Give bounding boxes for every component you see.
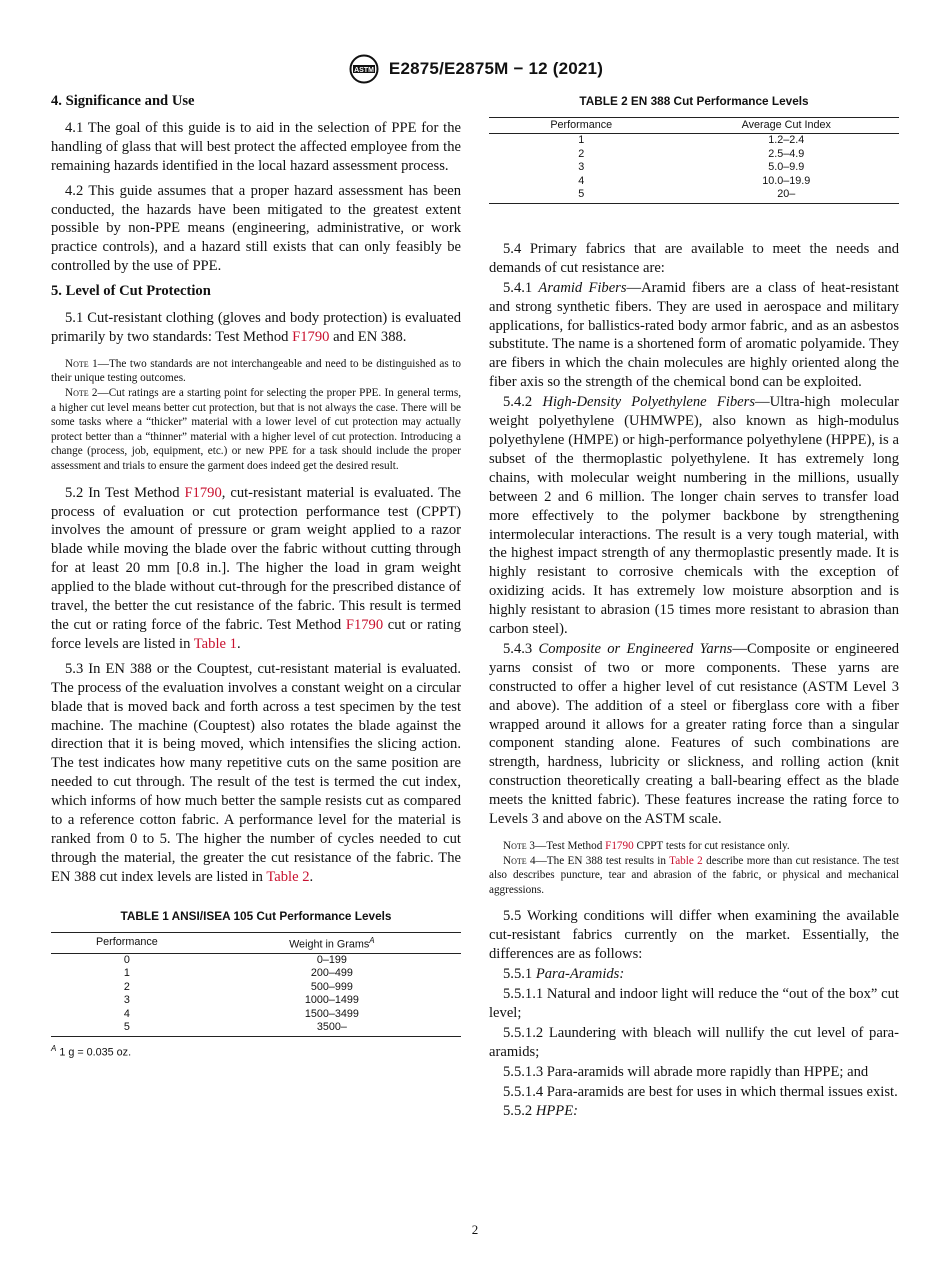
table-row: 3 1000–1499 xyxy=(123,994,359,1007)
f1790-link[interactable]: F1790 xyxy=(184,484,222,501)
table-2-grid xyxy=(489,117,899,204)
paragraph-5-3: 5.3 In EN 388 or the Couptest, cut-resistant material is evaluated. The process of the evaluation involves a constant weight on a circular blade that is moved back and forth across a test specimen by the test machine. The machine (Couptest) also rotates the blade against the direction that it is being moved, which intensifies the slicing action. The test indicates how many repetitive cuts on the same position are needed to cut through. The result of the test is termed the cut index, which informs of how much better the sample resists cut as compared to a reference cotton fabric. A performance level for the material is ranked from 0 to 5. The higher the number of cycles needed to cut through the material, the greater the cut resistance of the fabric. The EN 388 cut index levels are listed in Table 2. xyxy=(51,660,461,885)
page-header xyxy=(0,54,950,89)
paragraph-5-4-2: 5.4.2 High-Density Polyethylene Fibers—Ultra-high molecular weight polyethylene (UHMWPE), also known as high-modulus polyethylene (HMPE) or high-performance polyethylene (HPPE), is a subset of the thermoplastic polyethylene. It has extremely long chains, with molecular weight numbering in the millions, usually between 2 and 6 million. The longer chain serves to transfer load more effectively to the polymer backbone by strengthening intermolecular interactions. The result is a very tough material, with the highest impact strength of any thermoplastic presently made. It is highly resistant to corrosive chemicals with the exception of oxidizing acids. It has extremely low moisture absorption and is highly resistant to abrasion (15 times more resistant to abrasion than carbon steel). xyxy=(489,394,899,638)
paragraph-5-4-3: 5.4.3 Composite or Engineered Yarns—Composite or engineered yarns consist of two or more components. These yarns are constructed to offer a higher level of cut resistance (ASTM Level 3 and above). The addition of a steel or fiberglass core with a fiber wrapped around it allows for a greater rating force than a singular component standing alone. Features of such combinations are strength, hardness, lubricity or slickness, and rolling action (knit construction theoretically creating a ball-bearing effect as the blade meets the knitted fabric). These features increase the rating force to Levels 3 and above on the ASTM scale. xyxy=(489,640,899,828)
table-row: 2 500–999 xyxy=(123,980,353,993)
paragraph-5-5-1-3: 5.5.1.3 Para-aramids will abrade more rapidly than HPPE; and xyxy=(503,1063,869,1080)
paragraph-4-2: 4.2 This guide assumes that a proper hazard assessment has been conducted, the hazards have been mitigated to the greatest extent possible by non-PPE means (engineering, administrative, or work practice controls), and a hazard still exists that can only feasibly be controlled by the use of PPE. xyxy=(51,182,461,275)
table-row: 3 5.0–9.9 xyxy=(578,161,805,174)
f1790-link[interactable]: F1790 xyxy=(345,616,384,633)
table-2-link[interactable]: Table 2 xyxy=(266,868,310,885)
paragraph-5-2: 5.2 In Test Method F1790, cut-resistant material is evaluated. The process of evaluation or cut protection performance test (CPPT) involves the amount of pressure or gram weight applied to a razor blade while moving the blade over the fabric without cutting through for at least 20 mm [0.8 in.]. The higher the load in gram weight applied to the blade without cut-through for the prescribed distance of travel, the better the cut resistance of the fabric. This result is termed the cut or rating force of the fabric. Test Method F1790 cut or rating force levels are listed in Table 1. xyxy=(51,484,461,652)
right-column xyxy=(489,92,899,1122)
svg-text:ASTM: ASTM xyxy=(354,67,374,74)
paragraph-5-1: 5.1 Cut-resistant clothing (gloves and body protection) is evaluated primarily by two standards: Test Method F1790 and EN 388. xyxy=(51,310,461,345)
table-2-header-cut-index: Average Cut Index xyxy=(674,117,900,134)
paragraph-5-5-1-2: 5.5.1.2 Laundering with bleach will nullify the cut level of para-aramids; xyxy=(489,1024,899,1060)
table-1-header-weight: Weight in Grams$^A$ xyxy=(203,932,461,953)
note-3: Note 3—Test Method F1790 CPPT tests for cut resistance only. xyxy=(503,840,790,852)
table-1-link[interactable]: Table 1 xyxy=(193,635,237,652)
note-4: Note 4—The EN 388 test results in Table 2 describe more than cut resistance. The test also describes puncture, tear and abrasion of the fabric, or physical and mechanical aggressions. xyxy=(489,854,899,896)
document-designation: E2875/E2875M − 12 (2021) xyxy=(388,59,604,78)
left-column xyxy=(51,92,461,1062)
paragraph-5-4-1: 5.4.1 Aramid Fibers—Aramid fibers are a class of heat-resistant and strong synthetic fibers. They are used in aerospace and military applications, for ballistics-rated body armor fabric, and as an asbestos substitute. The name is a shortened form of aromatic polyamide. They are fibers in which the chain molecules are highly oriented along the fiber axis so the strength of the chemical bond can be exploited. xyxy=(489,279,899,391)
table-1-header-performance: Performance xyxy=(51,932,203,953)
page-number: 2 xyxy=(471,1222,479,1237)
paragraph-4-1: 4.1 The goal of this guide is to aid in the selection of PPE for the handling of glass that will best protect the affected employee from the remaining hazards identified in the local hazard assessment process. xyxy=(51,119,461,174)
table-2 xyxy=(489,92,899,204)
table-1 xyxy=(51,907,461,1063)
table-row: 2 2.5–4.9 xyxy=(578,147,805,160)
section-4-heading: 4. Significance and Use xyxy=(51,93,195,109)
notes-block xyxy=(489,839,899,897)
table-1-title: TABLE 1 ANSI/ISEA 105 Cut Performance Levels xyxy=(120,908,392,923)
notes-block xyxy=(51,357,461,474)
paragraph-5-5-2: 5.5.2 HPPE: xyxy=(503,1103,578,1120)
f1790-link[interactable]: F1790 xyxy=(605,840,634,852)
paragraph-5-5: 5.5 Working conditions will differ when examining the available cut-resistant fabrics currently on the market. Essentially, the differences are as follows: xyxy=(489,908,899,963)
table-row: 1 1.2–2.4 xyxy=(578,134,805,147)
table-row: 1 200–499 xyxy=(123,967,353,980)
table-row: 4 1500–3499 xyxy=(123,1007,359,1020)
note-2: Note 2—Cut ratings are a starting point for selecting the proper PPE. In general terms, a higher cut level means better cut protection, but that is not always the case. There will be some tasks where a “thicker” material with a lower level of cut protection may actually protect better than a “thinner” material with a higher level of cut protection. Introducing a change (process, job, equipment, etc.) or new PPE for a task should include the proper assessment and trials to ensure the garment does indeed get the desired result. xyxy=(51,387,461,473)
table-row: 5 3500– xyxy=(51,1021,461,1036)
f1790-link[interactable]: F1790 xyxy=(292,328,330,345)
paragraph-5-5-1-4: 5.5.1.4 Para-aramids are best for uses in which thermal issues exist. xyxy=(503,1083,898,1100)
table-2-header-performance: Performance xyxy=(489,117,674,134)
table-2-link[interactable]: Table 2 xyxy=(669,854,703,867)
paragraph-5-5-1-1: 5.5.1.1 Natural and indoor light will reduce the “out of the box” cut level; xyxy=(489,986,899,1021)
table-row: 5 20– xyxy=(489,188,899,203)
table-1-grid xyxy=(51,932,461,1037)
note-1: Note 1—The two standards are not interchangeable and need to be distinguished as to their unique testing outcomes. xyxy=(51,357,461,385)
table-row: 0 0–199 xyxy=(123,953,347,966)
table-row: 4 10.0–19.9 xyxy=(578,174,811,187)
paragraph-5-4: 5.4 Primary fabrics that are available to meet the needs and demands of cut resistance are: xyxy=(489,240,899,276)
paragraph-5-5-1: 5.5.1 Para-Aramids: xyxy=(503,966,625,983)
section-5-heading: 5. Level of Cut Protection xyxy=(51,283,211,300)
table-1-footnote: $^A$ 1 g = 0.035 oz. xyxy=(51,1043,132,1059)
astm-logo-icon xyxy=(347,54,381,84)
table-2-title: TABLE 2 EN 388 Cut Performance Levels xyxy=(579,94,809,108)
